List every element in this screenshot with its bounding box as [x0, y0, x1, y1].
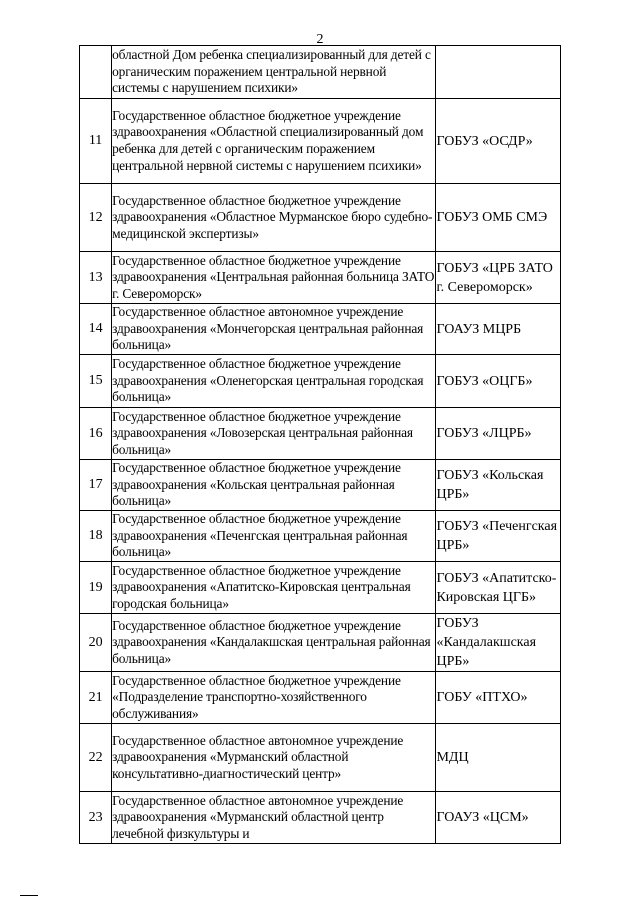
institution-name: Государственное областное бюджетное учреждение здравоохранения «Областное Мурманское бюро судебно-медицинской экспертизы» [112, 184, 436, 252]
table-row [80, 792, 561, 844]
row-number: 17 [80, 460, 112, 511]
row-number: 14 [80, 304, 112, 355]
institution-name: Государственное областное бюджетное учреждение здравоохранения «Печенгская центральная районная больница» [112, 511, 436, 562]
institution-name: Государственное областное бюджетное учреждение здравоохранения «Центральная районная больница ЗАТО г. Североморск» [112, 252, 436, 304]
row-number: 15 [80, 355, 112, 408]
institution-name: Государственное областное бюджетное учреждение здравоохранения «Апатитско-Кировская центральная городская больница» [112, 562, 436, 614]
table-row [80, 614, 561, 672]
institution-abbreviation: ГОБУЗ «Апатитско-Кировская ЦГБ» [436, 562, 561, 614]
institution-name: Государственное областное бюджетное учреждение здравоохранения «Кольская центральная районная больница» [112, 460, 436, 511]
institution-abbreviation: ГОБУЗ «ОЦГБ» [436, 355, 561, 408]
table-row [80, 304, 561, 355]
institutions-table [79, 45, 561, 844]
table-row [80, 562, 561, 614]
row-number: 23 [80, 792, 112, 844]
table-row [80, 184, 561, 252]
institution-name: Государственное областное бюджетное учреждение здравоохранения «Областной специализированный дом ребенка для детей с органическим поражением центральной нервной системы с нарушением психики» [112, 99, 436, 184]
institution-name: Государственное областное автономное учреждение здравоохранения «Мурманский областной центр лечебной физкультуры и [112, 792, 436, 844]
institution-abbreviation: ГОБУЗ «ЛЦРБ» [436, 408, 561, 460]
row-number: 19 [80, 562, 112, 614]
table-row [80, 355, 561, 408]
institution-abbreviation: ГОБУЗ «ОСДР» [436, 99, 561, 184]
table-row [80, 672, 561, 724]
row-number [80, 46, 112, 99]
institution-abbreviation: ГОБУЗ «Кольская ЦРБ» [436, 460, 561, 511]
institution-name: Государственное областное бюджетное учреждение здравоохранения «Оленегорская центральная городская больница» [112, 355, 436, 408]
bottom-margin-mark [20, 895, 38, 896]
institution-abbreviation: ГОБУЗ «ЦРБ ЗАТО г. Североморск» [436, 252, 561, 304]
row-number: 16 [80, 408, 112, 460]
institution-abbreviation: МДЦ [436, 724, 561, 792]
table-row [80, 408, 561, 460]
institution-abbreviation: ГОБУ «ПТХО» [436, 672, 561, 724]
institution-name: Государственное областное бюджетное учреждение здравоохранения «Ловозерская центральная районная больница» [112, 408, 436, 460]
table-row [80, 511, 561, 562]
table-row [80, 99, 561, 184]
row-number: 21 [80, 672, 112, 724]
institution-name: Государственное областное бюджетное учреждение здравоохранения «Кандалакшская центральная районная больница» [112, 614, 436, 672]
row-number: 20 [80, 614, 112, 672]
row-number: 13 [80, 252, 112, 304]
institution-abbreviation: ГОБУЗ ОМБ СМЭ [436, 184, 561, 252]
row-number: 11 [80, 99, 112, 184]
institution-abbreviation [436, 46, 561, 99]
institution-abbreviation: ГОАУЗ МЦРБ [436, 304, 561, 355]
row-number: 12 [80, 184, 112, 252]
institution-abbreviation: ГОБУЗ «Кандалакшская ЦРБ» [436, 614, 561, 672]
row-number: 22 [80, 724, 112, 792]
institution-name: Государственное областное бюджетное учреждение «Подразделение транспортно-хозяйственного обслуживания» [112, 672, 436, 724]
table-row [80, 46, 561, 99]
page-number: 2 [316, 32, 324, 47]
institution-abbreviation: ГОБУЗ «Печенгская ЦРБ» [436, 511, 561, 562]
table-row [80, 460, 561, 511]
institution-name: Государственное областное автономное учреждение здравоохранения «Мурманский областной консультативно-диагностический центр» [112, 724, 436, 792]
institution-name: областной Дом ребенка специализированный для детей с органическим поражением центральной нервной системы с нарушением психики» [112, 46, 436, 99]
table-row [80, 724, 561, 792]
row-number: 18 [80, 511, 112, 562]
institution-name: Государственное областное автономное учреждение здравоохранения «Мончегорская центральная районная больница» [112, 304, 436, 355]
institution-abbreviation: ГОАУЗ «ЦСМ» [436, 792, 561, 844]
table-row [80, 252, 561, 304]
